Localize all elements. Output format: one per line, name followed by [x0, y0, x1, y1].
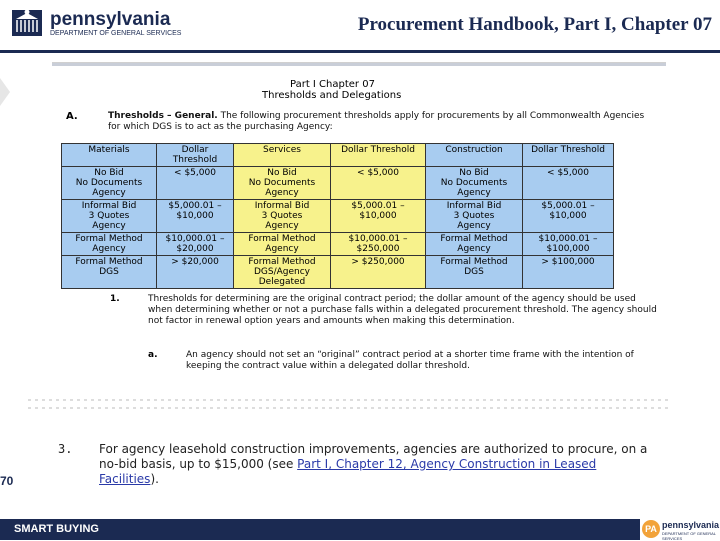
table-cell: > $100,000: [523, 256, 614, 289]
item-text: [99, 442, 659, 487]
table-cell: No Bid No Documents Agency: [234, 167, 331, 200]
footer-bar: [0, 519, 720, 540]
note-text: Thresholds for determining are the original contract period; the dollar amount of the agency should be used when determining whether or not a purchase falls within a delegated procurement threshold. The agency should not factor in renewal option years and amounts when making this determination.: [148, 294, 657, 326]
table-cell: $5,000.01 – $10,000: [523, 200, 614, 233]
item-text-before: For agency leasehold construction improvements, agencies are authorized to procure, on a no-bid basis, up to $15,000 (see: [99, 442, 648, 471]
page-number: 70: [0, 474, 14, 488]
table-header-cell: Dollar Threshold: [523, 144, 614, 167]
table-cell: $5,000.01 – $10,000: [331, 200, 426, 233]
chapter-12-link[interactable]: Part I, Chapter 12, Agency Construction in Leased Facilities: [99, 457, 597, 486]
table-row: [62, 200, 614, 233]
threshold-table: [61, 143, 614, 289]
table-cell: $10,000.01 – $20,000: [157, 233, 234, 256]
prev-arrow-icon[interactable]: [0, 78, 10, 106]
item-number: 3.: [58, 442, 73, 456]
table-cell: $10,000.01 – $250,000: [331, 233, 426, 256]
table-cell: Informal Bid 3 Quotes Agency: [426, 200, 523, 233]
table-row: [62, 256, 614, 289]
table-row: [62, 167, 614, 200]
table-cell: Informal Bid 3 Quotes Agency: [234, 200, 331, 233]
table-cell: Informal Bid 3 Quotes Agency: [62, 200, 157, 233]
header-rule: [0, 50, 720, 53]
table-header-cell: Dollar Threshold: [157, 144, 234, 167]
pa-badge-icon: PA: [642, 520, 660, 538]
table-cell: Formal Method DGS: [62, 256, 157, 289]
footer-logo-sub: DEPARTMENT OF GENERAL SERVICES: [662, 531, 716, 541]
pa-dgs-logo: [8, 4, 223, 40]
table-cell: < $5,000: [157, 167, 234, 200]
table-cell: $10,000.01 – $100,000: [523, 233, 614, 256]
chapter-subheading: Thresholds and Delegations: [262, 90, 402, 101]
item-text-after: ).: [150, 472, 159, 486]
table-header-cell: Dollar Threshold: [331, 144, 426, 167]
note-number: 1.: [110, 294, 120, 304]
chapter-heading: Part I Chapter 07: [290, 79, 375, 90]
handbook-excerpt: [52, 62, 666, 387]
torn-paper-edge: [28, 386, 668, 426]
table-cell: Formal Method Agency: [62, 233, 157, 256]
table-header-cell: Services: [234, 144, 331, 167]
page-title: Procurement Handbook, Part I, Chapter 07: [357, 14, 712, 35]
logo-dept: DEPARTMENT OF GENERAL SERVICES: [50, 30, 182, 37]
table-header-cell: Construction: [426, 144, 523, 167]
excerpt-top-bar: [52, 63, 666, 66]
table-cell: $5,000.01 – $10,000: [157, 200, 234, 233]
footer-logo-name: pennsylvania: [662, 520, 720, 530]
table-cell: Formal Method Agency: [426, 233, 523, 256]
table-header-row: [62, 144, 614, 167]
section-intro: [108, 111, 656, 133]
section-intro-text: The following procurement thresholds apply for procurements by all Commonwealth Agencies for which DGS is to act as the purchasing Agency:: [108, 111, 645, 132]
table-cell: No Bid No Documents Agency: [62, 167, 157, 200]
excerpt-lower: [28, 424, 668, 496]
table-cell: > $250,000: [331, 256, 426, 289]
section-letter: A.: [66, 111, 78, 122]
table-cell: Formal Method DGS/Agency Delegated: [234, 256, 331, 289]
table-header-cell: Materials: [62, 144, 157, 167]
logo-name: pennsylvania: [50, 9, 171, 30]
table-cell: > $20,000: [157, 256, 234, 289]
table-row: [62, 233, 614, 256]
table-cell: Formal Method DGS: [426, 256, 523, 289]
footer-logo: [640, 518, 720, 540]
section-title: Thresholds – General.: [108, 111, 218, 121]
header: [0, 0, 720, 50]
table-cell: < $5,000: [523, 167, 614, 200]
table-cell: No Bid No Documents Agency: [426, 167, 523, 200]
subnote-letter: a.: [148, 350, 158, 360]
capitol-icon: [12, 10, 42, 37]
table-cell: < $5,000: [331, 167, 426, 200]
subnote-text: An agency should not set an “original” contract period at a shorter time frame with the intention of keeping the contract value within a delegated dollar threshold.: [186, 350, 634, 371]
footer-label: SMART BUYING: [14, 523, 99, 535]
table-cell: Formal Method Agency: [234, 233, 331, 256]
